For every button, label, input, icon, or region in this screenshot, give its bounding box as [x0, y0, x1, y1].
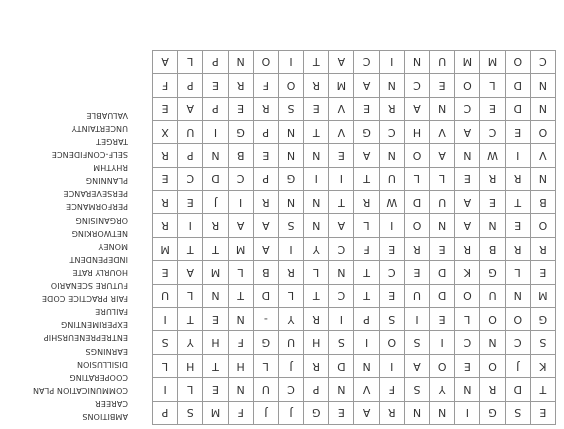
- grid-cell[interactable]: U: [404, 284, 429, 307]
- grid-cell[interactable]: I: [153, 378, 178, 401]
- grid-cell[interactable]: N: [404, 401, 429, 424]
- grid-row: [153, 74, 556, 97]
- grid-cell[interactable]: R: [153, 191, 178, 214]
- grid-row: [153, 237, 556, 260]
- grid-cell[interactable]: I: [304, 167, 329, 190]
- grid-cell[interactable]: O: [278, 74, 303, 97]
- grid-cell[interactable]: N: [505, 284, 530, 307]
- word-list-item: FAILURE: [95, 307, 128, 317]
- grid-cell[interactable]: J: [203, 191, 228, 214]
- grid-cell[interactable]: J: [278, 401, 303, 424]
- grid-cell[interactable]: D: [505, 97, 530, 120]
- grid-cell[interactable]: V: [329, 120, 354, 143]
- grid-cell[interactable]: R: [404, 237, 429, 260]
- grid-cell[interactable]: F: [153, 74, 178, 97]
- grid-cell[interactable]: L: [153, 354, 178, 377]
- grid-cell[interactable]: U: [253, 378, 278, 401]
- grid-cell[interactable]: C: [329, 284, 354, 307]
- grid-row: [153, 308, 556, 331]
- grid-cell[interactable]: E: [304, 97, 329, 120]
- grid-cell[interactable]: O: [404, 214, 429, 237]
- word-list-item: NETWORKING: [71, 228, 128, 238]
- grid-cell[interactable]: L: [253, 354, 278, 377]
- word-list-item: DISILLUSION: [76, 359, 128, 369]
- grid-cell[interactable]: S: [329, 331, 354, 354]
- grid-cell[interactable]: P: [253, 120, 278, 143]
- grid-cell[interactable]: A: [354, 74, 379, 97]
- grid-cell[interactable]: C: [530, 50, 555, 73]
- grid-cell[interactable]: T: [354, 261, 379, 284]
- grid-cell[interactable]: P: [354, 308, 379, 331]
- grid-cell[interactable]: E: [480, 191, 505, 214]
- grid-cell[interactable]: D: [505, 74, 530, 97]
- grid-cell[interactable]: I: [203, 120, 228, 143]
- grid-cell[interactable]: A: [253, 237, 278, 260]
- grid-cell[interactable]: O: [404, 144, 429, 167]
- grid-row: [153, 120, 556, 143]
- grid-cell[interactable]: N: [430, 214, 455, 237]
- grid-cell[interactable]: S: [404, 331, 429, 354]
- grid-cell[interactable]: L: [178, 284, 203, 307]
- grid-cell[interactable]: P: [253, 167, 278, 190]
- grid-row: [153, 97, 556, 120]
- grid-row: [153, 354, 556, 377]
- grid-cell[interactable]: I: [178, 214, 203, 237]
- grid-cell[interactable]: A: [404, 354, 429, 377]
- grid-cell[interactable]: E: [455, 167, 480, 190]
- grid-cell[interactable]: F: [228, 331, 253, 354]
- grid-cell[interactable]: L: [354, 214, 379, 237]
- word-list-item: PERSEVERANCE: [63, 189, 128, 199]
- grid-cell[interactable]: E: [203, 378, 228, 401]
- grid-cell[interactable]: R: [253, 191, 278, 214]
- grid-cell[interactable]: R: [304, 354, 329, 377]
- grid-cell[interactable]: N: [203, 284, 228, 307]
- grid-cell[interactable]: M: [455, 50, 480, 73]
- grid-row: [153, 401, 556, 424]
- grid-cell[interactable]: K: [455, 261, 480, 284]
- grid-cell[interactable]: D: [505, 378, 530, 401]
- grid-row: [153, 261, 556, 284]
- grid-cell[interactable]: N: [278, 144, 303, 167]
- word-list-item: PLANNING: [85, 176, 128, 186]
- grid-row: [153, 144, 556, 167]
- grid-cell[interactable]: A: [354, 144, 379, 167]
- grid-cell[interactable]: G: [480, 261, 505, 284]
- grid-cell[interactable]: A: [354, 401, 379, 424]
- grid-cell[interactable]: E: [379, 284, 404, 307]
- grid-cell[interactable]: E: [153, 167, 178, 190]
- grid-cell[interactable]: S: [530, 331, 555, 354]
- word-list-item: ENTREPRENEURSHIP: [43, 333, 128, 343]
- grid-cell[interactable]: J: [253, 401, 278, 424]
- grid-cell[interactable]: N: [228, 50, 253, 73]
- word-list-item: UNCERTAINTY: [71, 123, 128, 133]
- grid-cell[interactable]: X: [153, 120, 178, 143]
- grid-cell[interactable]: N: [228, 378, 253, 401]
- grid-cell[interactable]: M: [153, 237, 178, 260]
- grid-cell[interactable]: N: [430, 401, 455, 424]
- grid-row: [153, 378, 556, 401]
- grid-cell[interactable]: R: [505, 167, 530, 190]
- grid-cell[interactable]: C: [278, 378, 303, 401]
- grid-cell[interactable]: V: [430, 120, 455, 143]
- grid-cell[interactable]: G: [530, 308, 555, 331]
- grid-cell[interactable]: L: [455, 308, 480, 331]
- grid-cell[interactable]: G: [228, 120, 253, 143]
- grid-cell[interactable]: C: [404, 74, 429, 97]
- grid-cell[interactable]: K: [530, 354, 555, 377]
- grid-row: [153, 214, 556, 237]
- grid-cell[interactable]: R: [153, 144, 178, 167]
- grid-cell[interactable]: H: [404, 120, 429, 143]
- grid-cell[interactable]: A: [455, 214, 480, 237]
- grid-cell[interactable]: E: [379, 237, 404, 260]
- word-list-item: FUTURE SCENARIO: [50, 281, 128, 291]
- grid-cell[interactable]: E: [178, 191, 203, 214]
- grid-cell[interactable]: P: [153, 401, 178, 424]
- grid-cell[interactable]: C: [354, 50, 379, 73]
- grid-cell[interactable]: A: [329, 50, 354, 73]
- word-list-item: COOPERATING: [69, 372, 128, 382]
- grid-cell[interactable]: T: [329, 191, 354, 214]
- grid-cell[interactable]: H: [203, 331, 228, 354]
- grid-cell[interactable]: E: [153, 261, 178, 284]
- grid-cell[interactable]: N: [480, 214, 505, 237]
- grid-cell[interactable]: C: [329, 237, 354, 260]
- grid-cell[interactable]: N: [304, 214, 329, 237]
- grid-cell[interactable]: I: [455, 401, 480, 424]
- grid-cell[interactable]: O: [455, 74, 480, 97]
- grid-cell[interactable]: P: [178, 144, 203, 167]
- grid-cell[interactable]: P: [304, 378, 329, 401]
- grid-cell[interactable]: S: [404, 378, 429, 401]
- grid-cell[interactable]: O: [430, 354, 455, 377]
- grid-cell[interactable]: T: [304, 120, 329, 143]
- grid-cell[interactable]: E: [455, 354, 480, 377]
- grid-cell[interactable]: R: [304, 74, 329, 97]
- grid-cell[interactable]: O: [505, 50, 530, 73]
- grid-cell[interactable]: I: [153, 308, 178, 331]
- grid-cell[interactable]: S: [278, 214, 303, 237]
- grid-cell[interactable]: J: [505, 354, 530, 377]
- word-list-item: FAIR PRACTICE CODE: [41, 294, 128, 304]
- grid-cell[interactable]: E: [404, 261, 429, 284]
- grid-cell[interactable]: E: [505, 214, 530, 237]
- grid-cell[interactable]: U: [178, 120, 203, 143]
- word-list-item: COMMUNICATION PLAN: [32, 385, 128, 395]
- grid-cell[interactable]: N: [228, 308, 253, 331]
- grid-cell[interactable]: F: [354, 237, 379, 260]
- grid-cell[interactable]: V: [329, 97, 354, 120]
- grid-cell[interactable]: E: [430, 74, 455, 97]
- grid-cell[interactable]: R: [228, 74, 253, 97]
- grid-cell[interactable]: Y: [178, 331, 203, 354]
- word-list-item: VALUABLE: [86, 110, 128, 120]
- word-list: [4, 109, 128, 423]
- grid-cell[interactable]: A: [228, 214, 253, 237]
- grid-cell[interactable]: C: [228, 167, 253, 190]
- word-list-item: ORGANISING: [75, 215, 128, 225]
- grid-cell[interactable]: A: [430, 144, 455, 167]
- grid-cell[interactable]: W: [379, 191, 404, 214]
- grid-cell[interactable]: L: [404, 167, 429, 190]
- grid-cell[interactable]: S: [153, 331, 178, 354]
- grid-cell[interactable]: R: [455, 237, 480, 260]
- grid-cell[interactable]: N: [379, 74, 404, 97]
- grid-cell[interactable]: P: [178, 74, 203, 97]
- grid-cell[interactable]: M: [480, 50, 505, 73]
- grid-cell[interactable]: R: [480, 378, 505, 401]
- grid-cell[interactable]: S: [178, 401, 203, 424]
- grid-row: [153, 331, 556, 354]
- letter-grid: [152, 50, 556, 425]
- grid-cell[interactable]: C: [455, 97, 480, 120]
- word-list-item: EXPERIMENTING: [60, 320, 128, 330]
- word-list-item: INDEPENDENT: [69, 254, 128, 264]
- grid-cell[interactable]: B: [480, 237, 505, 260]
- grid-cell[interactable]: T: [203, 354, 228, 377]
- word-list-item: MONEY: [98, 241, 128, 251]
- grid-cell[interactable]: D: [203, 167, 228, 190]
- grid-cell[interactable]: A: [178, 261, 203, 284]
- grid-cell[interactable]: -: [253, 308, 278, 331]
- grid-cell[interactable]: D: [430, 261, 455, 284]
- grid-cell[interactable]: U: [480, 284, 505, 307]
- grid-cell[interactable]: I: [329, 308, 354, 331]
- grid-cell[interactable]: O: [530, 120, 555, 143]
- grid-cell[interactable]: C: [505, 331, 530, 354]
- grid-cell[interactable]: O: [455, 284, 480, 307]
- grid-cell[interactable]: S: [505, 401, 530, 424]
- grid-cell[interactable]: I: [379, 354, 404, 377]
- grid-cell[interactable]: G: [304, 401, 329, 424]
- grid-cell[interactable]: T: [304, 50, 329, 73]
- grid-cell[interactable]: U: [278, 331, 303, 354]
- grid-cell[interactable]: G: [278, 167, 303, 190]
- grid-cell[interactable]: N: [455, 378, 480, 401]
- grid-cell[interactable]: U: [379, 167, 404, 190]
- grid-cell[interactable]: E: [505, 120, 530, 143]
- grid-cell[interactable]: F: [228, 401, 253, 424]
- grid-cell[interactable]: D: [253, 284, 278, 307]
- grid-cell[interactable]: O: [379, 331, 404, 354]
- grid-cell[interactable]: L: [278, 284, 303, 307]
- grid-cell[interactable]: A: [253, 214, 278, 237]
- grid-cell[interactable]: T: [228, 284, 253, 307]
- grid-cell[interactable]: R: [379, 401, 404, 424]
- grid-cell[interactable]: E: [480, 97, 505, 120]
- grid-cell[interactable]: H: [228, 354, 253, 377]
- grid-cell[interactable]: A: [329, 214, 354, 237]
- grid-cell[interactable]: O: [480, 354, 505, 377]
- grid-cell[interactable]: P: [203, 97, 228, 120]
- grid-cell[interactable]: O: [530, 214, 555, 237]
- grid-cell[interactable]: N: [354, 354, 379, 377]
- grid-cell[interactable]: C: [178, 167, 203, 190]
- grid-cell[interactable]: T: [178, 308, 203, 331]
- grid-cell[interactable]: N: [530, 167, 555, 190]
- word-list-item: AMBITIONS: [82, 412, 128, 421]
- grid-cell[interactable]: H: [304, 331, 329, 354]
- grid-cell[interactable]: F: [253, 74, 278, 97]
- grid-row: [153, 284, 556, 307]
- grid-cell[interactable]: A: [404, 97, 429, 120]
- grid-cell[interactable]: N: [329, 378, 354, 401]
- grid-cell[interactable]: J: [278, 354, 303, 377]
- grid-cell[interactable]: E: [203, 74, 228, 97]
- grid-cell[interactable]: B: [530, 191, 555, 214]
- grid-cell[interactable]: T: [178, 237, 203, 260]
- grid-cell[interactable]: M: [203, 261, 228, 284]
- grid-cell[interactable]: B: [253, 261, 278, 284]
- grid-cell[interactable]: T: [354, 167, 379, 190]
- grid-cell[interactable]: I: [505, 144, 530, 167]
- grid-cell[interactable]: W: [480, 144, 505, 167]
- word-list-item: EARNINGS: [85, 346, 128, 356]
- grid-cell[interactable]: H: [178, 354, 203, 377]
- grid-cell[interactable]: L: [304, 261, 329, 284]
- grid-cell[interactable]: I: [354, 331, 379, 354]
- grid-cell[interactable]: R: [480, 167, 505, 190]
- word-list-item: CAREER: [95, 398, 128, 408]
- grid-cell[interactable]: M: [228, 237, 253, 260]
- grid-cell[interactable]: T: [530, 378, 555, 401]
- grid-cell[interactable]: I: [404, 308, 429, 331]
- grid-cell[interactable]: Y: [430, 378, 455, 401]
- grid-cell[interactable]: E: [228, 97, 253, 120]
- grid-cell[interactable]: D: [430, 284, 455, 307]
- grid-cell[interactable]: N: [203, 144, 228, 167]
- grid-cell[interactable]: M: [530, 284, 555, 307]
- grid-cell[interactable]: N: [530, 74, 555, 97]
- grid-cell[interactable]: T: [505, 191, 530, 214]
- grid-cell[interactable]: V: [354, 378, 379, 401]
- grid-cell[interactable]: O: [505, 308, 530, 331]
- grid-cell[interactable]: E: [329, 401, 354, 424]
- grid-row: [153, 50, 556, 73]
- grid-cell[interactable]: I: [278, 237, 303, 260]
- grid-cell[interactable]: G: [253, 331, 278, 354]
- grid-cell[interactable]: A: [153, 50, 178, 73]
- grid-cell[interactable]: A: [455, 191, 480, 214]
- grid-cell[interactable]: R: [304, 308, 329, 331]
- grid-row: [153, 167, 556, 190]
- grid-cell[interactable]: E: [430, 237, 455, 260]
- grid-cell[interactable]: I: [329, 167, 354, 190]
- grid-cell[interactable]: D: [404, 191, 429, 214]
- grid-cell[interactable]: N: [404, 50, 429, 73]
- grid-cell[interactable]: U: [430, 50, 455, 73]
- grid-cell[interactable]: R: [530, 237, 555, 260]
- grid-row: [153, 191, 556, 214]
- grid-cell[interactable]: D: [329, 354, 354, 377]
- grid-cell[interactable]: E: [530, 401, 555, 424]
- grid-cell[interactable]: U: [430, 191, 455, 214]
- grid-cell[interactable]: E: [153, 97, 178, 120]
- grid-cell[interactable]: E: [329, 144, 354, 167]
- word-list-item: RHYTHM: [93, 163, 128, 173]
- grid-cell[interactable]: M: [203, 401, 228, 424]
- grid-cell[interactable]: E: [253, 144, 278, 167]
- grid-cell[interactable]: E: [354, 97, 379, 120]
- grid-cell[interactable]: F: [379, 378, 404, 401]
- grid-cell[interactable]: R: [354, 191, 379, 214]
- grid-cell[interactable]: O: [253, 50, 278, 73]
- grid-cell[interactable]: E: [530, 261, 555, 284]
- grid-cell[interactable]: R: [505, 237, 530, 260]
- grid-cell[interactable]: E: [430, 308, 455, 331]
- grid-cell[interactable]: N: [379, 144, 404, 167]
- grid-cell[interactable]: L: [480, 74, 505, 97]
- grid-cell[interactable]: C: [480, 120, 505, 143]
- grid-cell[interactable]: P: [203, 50, 228, 73]
- grid-cell[interactable]: N: [530, 97, 555, 120]
- grid-cell[interactable]: N: [329, 261, 354, 284]
- grid-cell[interactable]: R: [278, 261, 303, 284]
- grid-cell[interactable]: N: [278, 120, 303, 143]
- grid-cell[interactable]: Y: [278, 308, 303, 331]
- grid-cell[interactable]: R: [153, 214, 178, 237]
- grid-cell[interactable]: C: [379, 261, 404, 284]
- grid-cell[interactable]: B: [228, 144, 253, 167]
- grid-cell[interactable]: G: [480, 401, 505, 424]
- grid-cell[interactable]: L: [178, 50, 203, 73]
- grid-cell[interactable]: T: [354, 284, 379, 307]
- grid-cell[interactable]: L: [228, 261, 253, 284]
- grid-cell[interactable]: I: [228, 191, 253, 214]
- grid-cell[interactable]: N: [304, 144, 329, 167]
- grid-cell[interactable]: N: [480, 331, 505, 354]
- grid-cell[interactable]: L: [505, 261, 530, 284]
- grid-cell[interactable]: N: [455, 144, 480, 167]
- grid-cell[interactable]: G: [354, 120, 379, 143]
- word-list-item: SELF-CONFIDENCE: [51, 150, 128, 160]
- word-list-item: PERFORMANCE: [66, 202, 128, 212]
- grid-cell[interactable]: I: [379, 214, 404, 237]
- grid-cell[interactable]: C: [455, 331, 480, 354]
- grid-cell[interactable]: S: [278, 97, 303, 120]
- grid-cell[interactable]: N: [278, 191, 303, 214]
- grid-cell[interactable]: L: [430, 167, 455, 190]
- grid-cell[interactable]: A: [455, 120, 480, 143]
- grid-cell[interactable]: C: [379, 120, 404, 143]
- grid-cell[interactable]: R: [203, 214, 228, 237]
- word-list-item: TARGET: [95, 137, 128, 147]
- word-list-item: HOURLY RATE: [72, 267, 128, 277]
- grid-cell[interactable]: S: [379, 308, 404, 331]
- grid-cell[interactable]: I: [278, 50, 303, 73]
- grid-cell[interactable]: E: [203, 308, 228, 331]
- grid-cell[interactable]: I: [379, 50, 404, 73]
- grid-cell[interactable]: U: [153, 284, 178, 307]
- grid-cell[interactable]: T: [203, 237, 228, 260]
- grid-cell[interactable]: I: [430, 331, 455, 354]
- grid-cell[interactable]: R: [379, 97, 404, 120]
- grid-cell[interactable]: M: [329, 74, 354, 97]
- grid-cell[interactable]: O: [480, 308, 505, 331]
- grid-cell[interactable]: T: [304, 284, 329, 307]
- grid-cell[interactable]: Y: [304, 237, 329, 260]
- grid-cell[interactable]: N: [430, 97, 455, 120]
- grid-cell[interactable]: L: [178, 378, 203, 401]
- grid-cell[interactable]: R: [253, 97, 278, 120]
- grid-cell[interactable]: A: [178, 97, 203, 120]
- grid-cell[interactable]: N: [304, 191, 329, 214]
- grid-cell[interactable]: V: [530, 144, 555, 167]
